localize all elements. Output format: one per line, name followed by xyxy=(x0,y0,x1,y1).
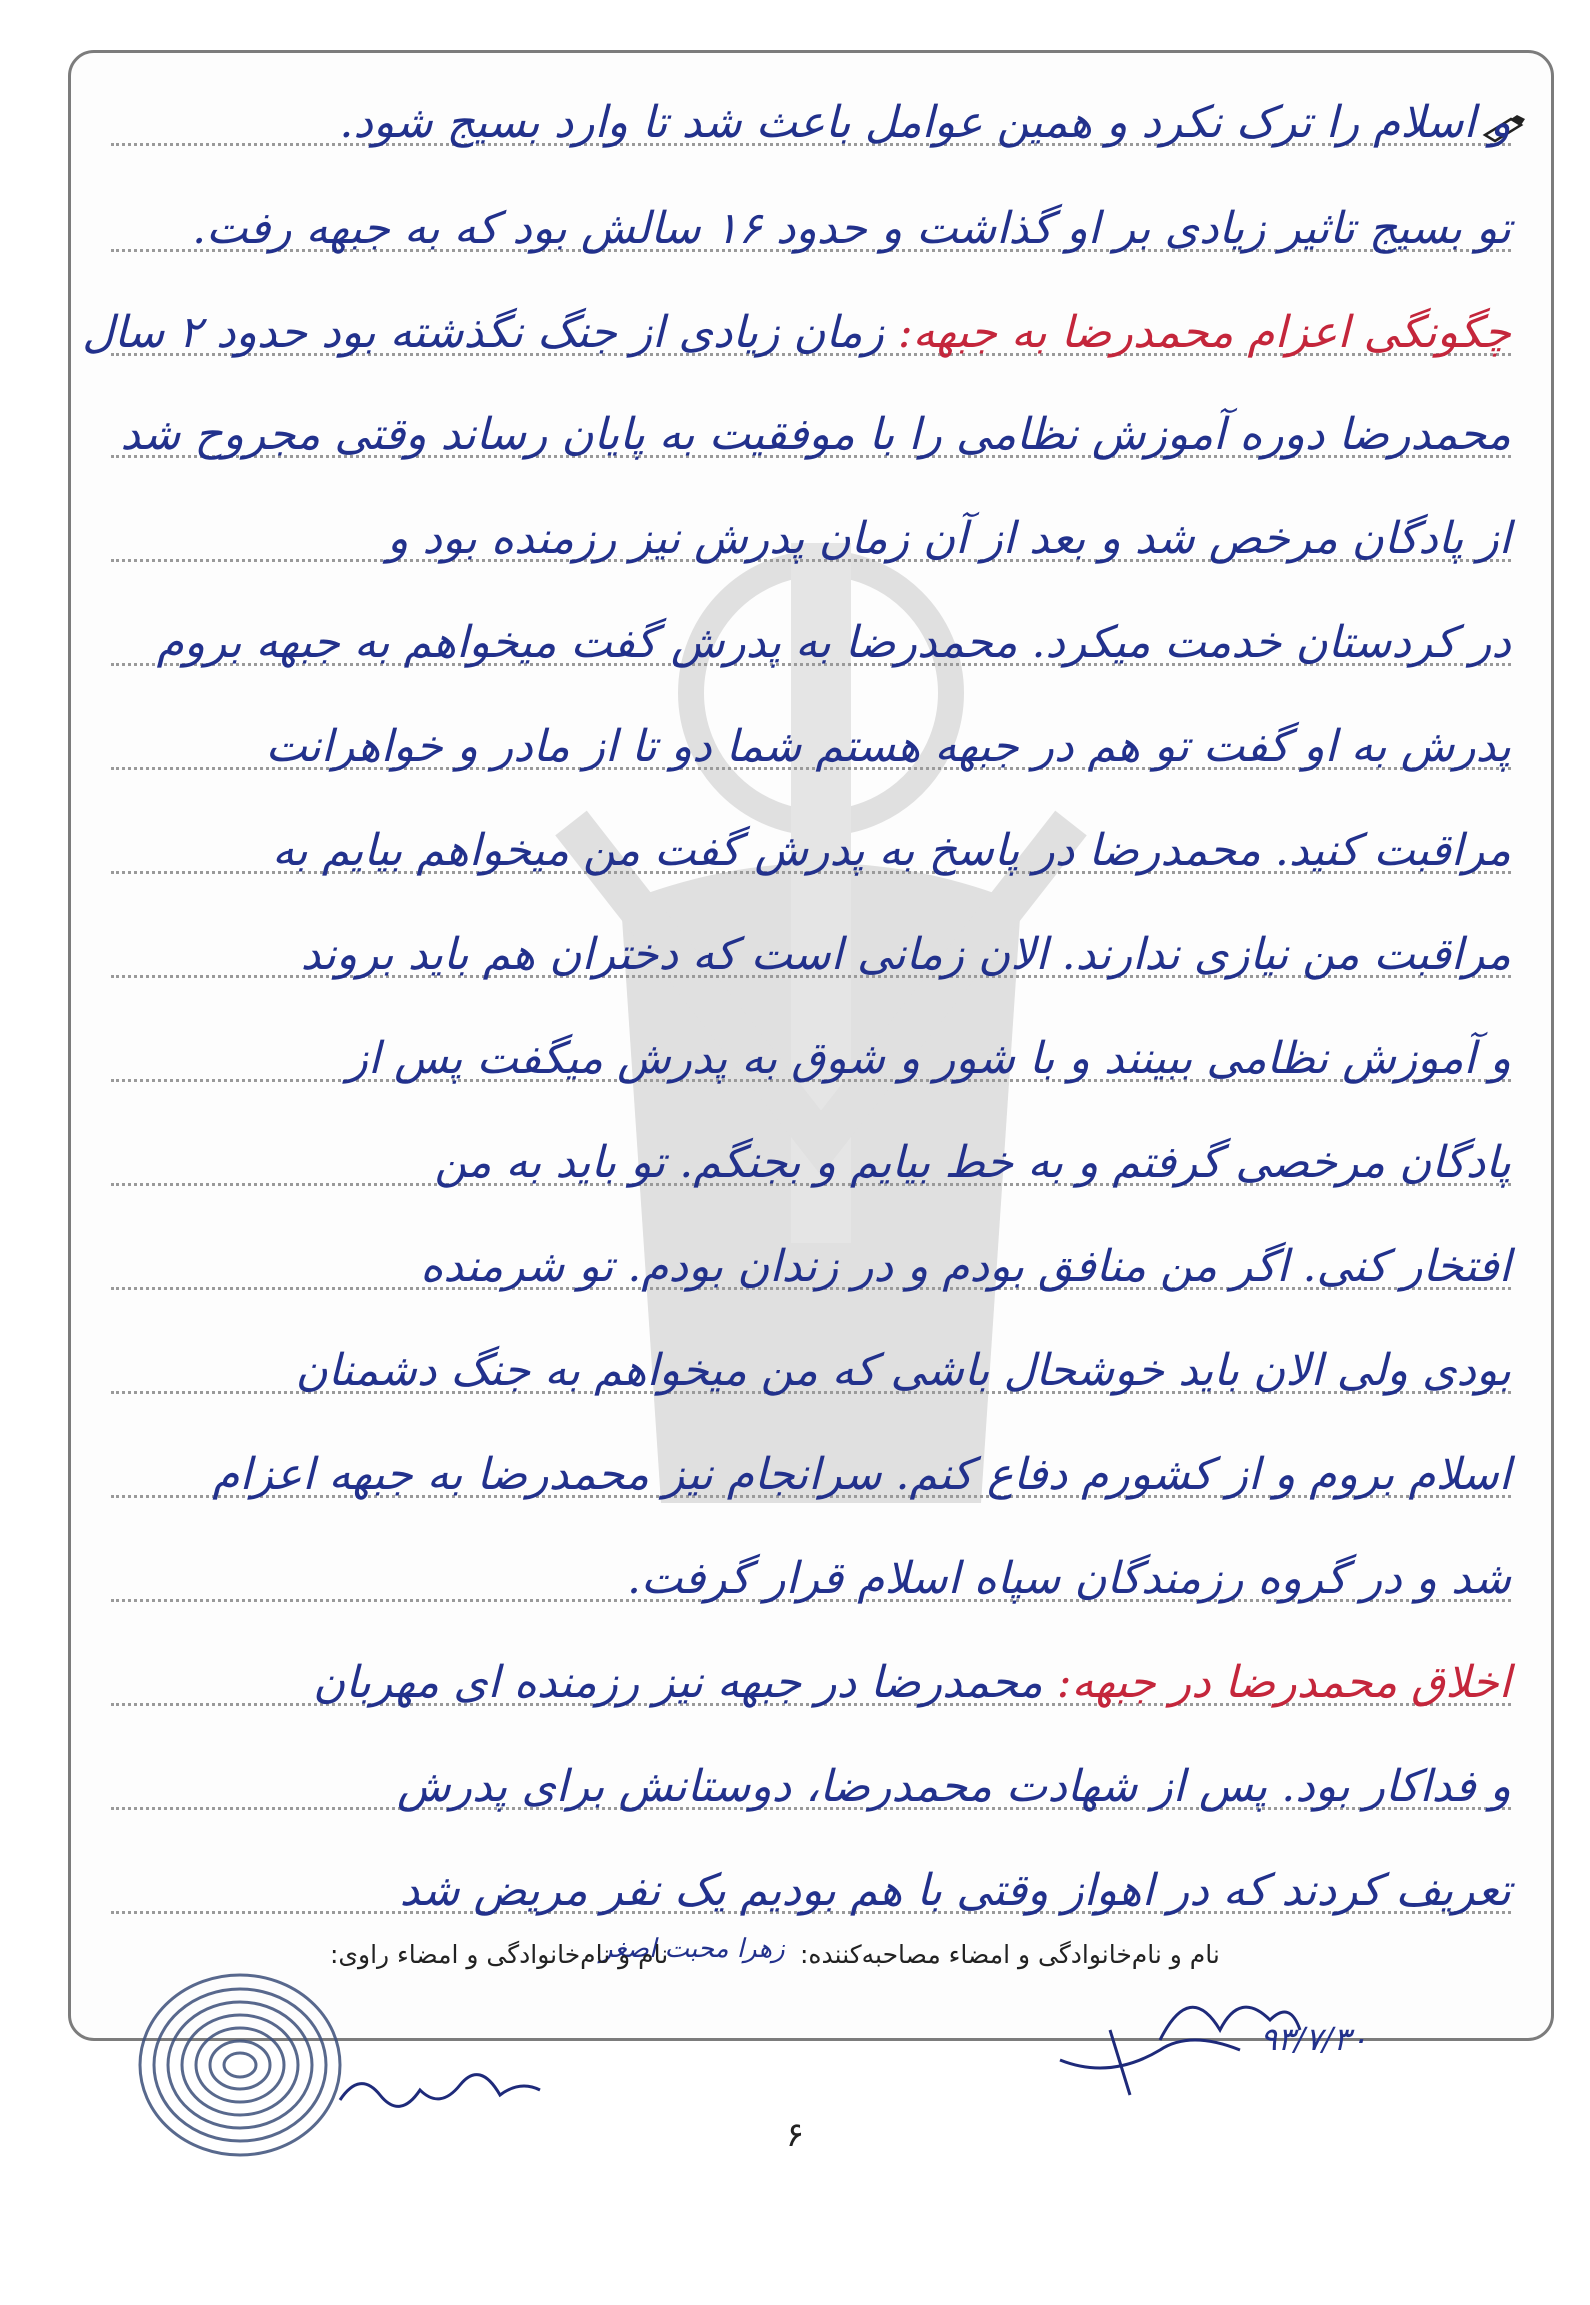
handwritten-line: و فداکار بود. پس از شهادت محمدرضا، دوستانش برای پدرش xyxy=(397,1761,1511,1812)
handwritten-line: تعریف کردند که در اهواز وقتی با هم بودیم یک نفر مریض شد xyxy=(399,1865,1511,1916)
signature-mark xyxy=(330,2060,550,2120)
handwritten-line: اخلاق محمدرضا در جبهه: محمدرضا در جبهه نیز رزمنده ای مهربان xyxy=(313,1657,1511,1708)
handwritten-line: پادگان مرخصی گرفتم و به خط بیایم و بجنگم. تو باید به من xyxy=(434,1137,1511,1188)
handwritten-line: و اسلام را ترک نکرد و همین عوامل باعث شد تا وارد بسیج شود. xyxy=(339,97,1511,148)
handwritten-line: مراقبت من نیازی ندارند. الان زمانی است که دختران هم باید بروند xyxy=(300,929,1511,980)
handwritten-line: در کردستان خدمت میکرد. محمدرضا به پدرش گفت میخواهم به جبهه بروم xyxy=(156,617,1511,668)
signature-mark xyxy=(1050,2020,1250,2100)
narrator-label: نام و نام‌خانوادگی و امضاء راوی: xyxy=(330,1940,669,1969)
interviewer-label: نام و نام‌خانوادگی و امضاء مصاحبه‌کننده: xyxy=(800,1940,1220,1969)
handwritten-line: افتخار کنی. اگر من منافق بودم و در زندان بودم. تو شرمنده xyxy=(420,1241,1511,1292)
handwritten-line: محمدرضا دوره آموزش نظامی را با موفقیت به پایان رساند وقتی مجروح شد xyxy=(120,409,1511,460)
handwritten-line: بودی ولی الان باید خوشحال باشی که من میخواهم به جنگ دشمنان xyxy=(295,1345,1511,1396)
text-lines xyxy=(82,53,1511,2038)
section-heading: چگونگی اعزام محمدرضا به جبهه: xyxy=(897,307,1511,358)
interviewer-name: زهرا محبت اصغر xyxy=(600,1934,785,1964)
handwritten-line: پدرش به او گفت تو هم در جبهه هستم شما دو تا از مادر و خواهرانت xyxy=(265,721,1511,772)
handwritten-line: از پادگان مرخص شد و بعد از آن زمان پدرش نیز رزمنده بود و xyxy=(387,513,1511,564)
handwritten-line: و آموزش نظامی ببینند و با شور و شوق به پدرش میگفت پس از xyxy=(346,1033,1511,1084)
handwritten-line: مراقبت کنید. محمدرضا در پاسخ به پدرش گفت من میخواهم بیایم به xyxy=(272,825,1511,876)
handwritten-line: تو بسیج تاثیر زیادی بر او گذاشت و حدود ۱۶ سالش بود که به جبهه رفت. xyxy=(192,203,1511,254)
handwritten-line: چگونگی اعزام محمدرضا به جبهه: زمان زیادی از جنگ نگذشته بود حدود ۲ سال xyxy=(82,307,1511,358)
handwritten-line: شد و در گروه رزمندگان سپاه اسلام قرار گرفت. xyxy=(627,1553,1511,1604)
section-heading: اخلاق محمدرضا در جبهه: xyxy=(1056,1657,1511,1708)
signature-date: ۹۳/۷/۳۰ xyxy=(1260,2020,1368,2058)
handwritten-line: اسلام بروم و از کشورم دفاع کنم. سرانجام نیز محمدرضا به جبهه اعزام xyxy=(212,1449,1511,1500)
page-number: ۶ xyxy=(785,2115,805,2155)
lined-page-frame xyxy=(68,50,1554,2041)
